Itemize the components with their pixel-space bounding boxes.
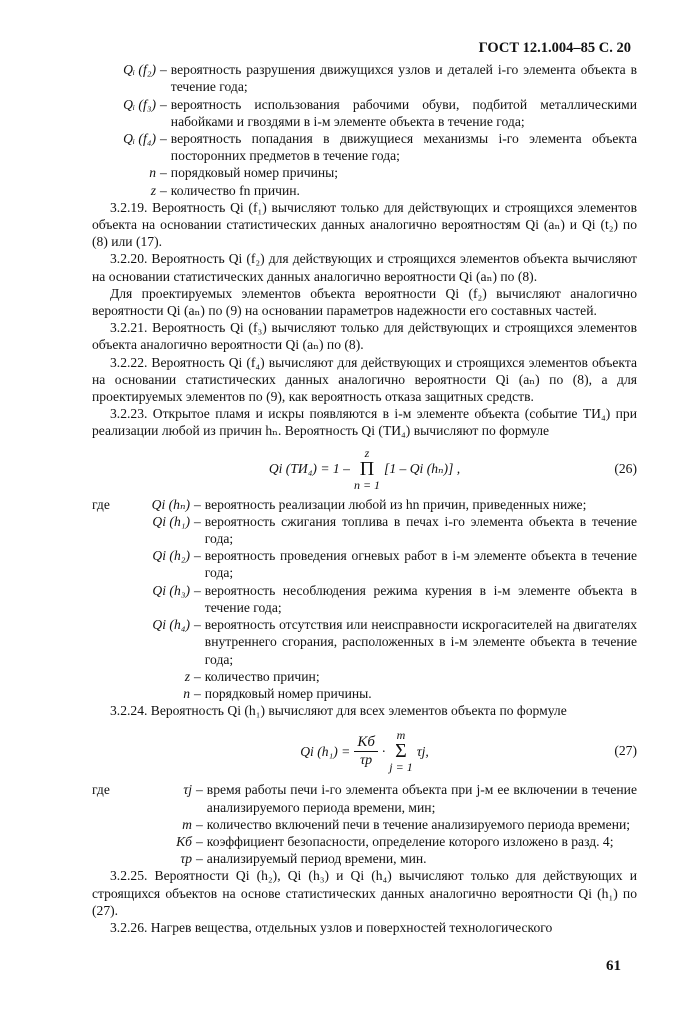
definition-symbol: Qi (h₂) <box>152 548 190 564</box>
definition-symbol: Qᵢ (f₄) <box>123 131 156 147</box>
where-label: где <box>92 782 110 798</box>
definitions-formula-27 <box>92 781 637 867</box>
definition-symbol: τj <box>183 782 192 798</box>
page <box>92 40 637 936</box>
formula-27-rhs: τj, <box>416 743 429 759</box>
paragraph-3-2-25: 3.2.25. Вероятности Qi (h₂), Qi (h₃) и Qi (h₄) вычисляют только для действующих и строящихся объектов на основе статистических данных аналогично вероятности Qi (h₁) по (27). <box>92 868 637 918</box>
definition-item: n – порядковый номер причины. <box>92 685 637 702</box>
paragraph-3-2-26: 3.2.26. Нагрев вещества, отдельных узлов и поверхностей технологического <box>110 919 553 935</box>
sum-operator <box>389 729 412 773</box>
definition-text: количество fn причин. <box>170 182 300 198</box>
product-upper-limit: z <box>364 445 370 460</box>
definition-text: вероятность использования рабочими обуви, подбитой металлическими набойками и гвоздями в i-м элементе объекта в течение года; <box>170 96 637 129</box>
formula-27-lhs: Qi (h₁) = <box>300 743 351 759</box>
definition-item: n – порядковый номер причины; <box>92 164 637 181</box>
definition-item: Qi (h₁) – вероятность сжигания топлива в печах i-го элемента объекта в течение года; <box>92 513 637 547</box>
definition-item: Qi (h₃) – вероятность несоблюдения режима курения в i-м элементе объекта в течение года; <box>92 582 637 616</box>
definition-item: m – количество включений печи в течение анализируемого периода времени; <box>92 816 637 833</box>
paragraph-3-2-21: 3.2.21. Вероятность Qi (f₃) вычисляют только для действующих и строящихся элементов объекта аналогично вероятности Qi (aₙ) по (8). <box>92 320 637 353</box>
definition-item: где Qi (hₙ) – вероятность реализации любой из hn причин, приведенных ниже; <box>92 496 637 513</box>
definition-symbol: Qi (h₁) <box>152 513 190 529</box>
definition-symbol: τр <box>180 851 192 867</box>
product-operator <box>354 447 380 491</box>
definition-item: τр – анализируемый период времени, мин. <box>92 850 637 867</box>
definition-text: вероятность сжигания топлива в печах i-го элемента объекта в течение года; <box>204 513 637 547</box>
paragraph-3-2-22: 3.2.22. Вероятность Qi (f₄) вычисляют для действующих и строящихся элементов объекта на основании статистических данных аналогично вероятности Qi (aₙ) по (8), а для проектируемых элементов по (9), как вероятность отказа защитных средств. <box>92 354 637 405</box>
definition-symbol: Qᵢ (f₃) <box>123 96 156 112</box>
definition-symbol: Кб <box>176 833 192 849</box>
paragraph-projected: Для проектируемых элементов объекта вероятности Qi (f₂) вычисляют аналогично вероятности Qi (aₙ) по (9) на основании параметров надежности его составных частей. <box>92 285 637 319</box>
formula-26-number: (26) <box>614 460 637 476</box>
definition-text: порядковый номер причины. <box>204 685 372 701</box>
fraction-denominator: τр <box>360 752 373 768</box>
definition-text: вероятность разрушения движущихся узлов и деталей i-го элемента объекта в течение года; <box>170 62 637 95</box>
definition-symbol: n <box>183 685 190 701</box>
definition-symbol: Qi (hₙ) <box>151 496 190 512</box>
definition-text: время работы печи i-го элемента объекта при j-м ее включении в течение анализируемого периода времени, мин; <box>206 782 637 815</box>
definition-item: Qi (h₂) – вероятность проведения огневых работ в i-м элементе объекта в течение года; <box>92 547 637 581</box>
definition-text: количество включений печи в течение анализируемого периода времени; <box>206 816 631 832</box>
definition-text: вероятность реализации любой из hn причин, приведенных ниже; <box>204 496 587 512</box>
definition-text: вероятность проведения огневых работ в i-м элементе объекта в течение года; <box>204 548 637 581</box>
definition-symbol: Qi (h₃) <box>152 582 190 598</box>
fraction <box>354 733 378 770</box>
paragraph-3-2-20: 3.2.20. Вероятность Qi (f₂) для действующих и строящихся элементов объекта вычисляют на основании статистических данных аналогично вероятности Qi (aₙ) по (8). <box>92 251 637 284</box>
formula-26-lhs: Qi (ТИ₄) = 1 – <box>268 461 350 477</box>
sum-symbol: Σ <box>395 740 407 763</box>
formula-27-number: (27) <box>614 743 637 759</box>
definition-text: вероятность несоблюдения режима курения в i-м элементе объекта в течение года; <box>204 582 637 615</box>
definition-item: z – количество fn причин. <box>92 182 637 199</box>
definition-text: порядковый номер причины; <box>170 165 339 181</box>
formula-26 <box>92 446 637 492</box>
fraction-numerator: Кб <box>354 733 378 752</box>
definition-symbol: z <box>150 182 156 198</box>
definition-text: коэффициент безопасности, определение которого изложено в разд. 4; <box>206 833 614 849</box>
definition-item: Qᵢ (f₂) – вероятность разрушения движущихся узлов и деталей i-го элемента объекта в течение года; <box>92 61 637 95</box>
multiply-dot: · <box>381 743 386 759</box>
definition-symbol: m <box>182 816 192 832</box>
definition-symbol: z <box>184 668 190 684</box>
paragraph-3-2-24: 3.2.24. Вероятность Qi (h₁) вычисляют для всех элементов объекта по формуле <box>110 703 567 719</box>
page-header: ГОСТ 12.1.004–85 С. 20 <box>478 40 631 56</box>
definition-symbol: Qᵢ (f₂) <box>123 62 156 78</box>
paragraph-3-2-19: 3.2.19. Вероятность Qi (f₁) вычисляют только для действующих и строящихся элементов объекта на основании статистических данных аналогично вероятностям Qi (aₙ) и Qi (t₂) по (8) или (17). <box>92 199 637 250</box>
definition-text: количество причин; <box>204 668 320 684</box>
definition-item: где τj – время работы печи i-го элемента объекта при j-м ее включении в течение анализируемого периода времени, мин; <box>92 782 637 815</box>
definition-item: z – количество причин; <box>92 668 637 685</box>
definition-item: Qᵢ (f₃) – вероятность использования рабочими обуви, подбитой металлическими набойками и гвоздями в i-м элементе объекта в течение года; <box>92 96 637 130</box>
definitions-top <box>92 61 637 199</box>
definition-symbol: n <box>149 165 156 181</box>
definition-item: Qi (h₄) – вероятность отсутствия или неисправности искрогасителей на двигателях внутреннего сгорания, расположенных в i-м элементе объекта в течение года; <box>92 616 637 668</box>
definition-text: вероятность отсутствия или неисправности искрогасителей на двигателях внутреннего сгорания, расположенных в i-м элементе объекта в течение года; <box>204 617 637 667</box>
definitions-formula-26 <box>92 496 637 702</box>
definition-symbol: Qi (h₄) <box>152 617 190 633</box>
formula-27 <box>92 725 637 777</box>
definition-text: анализируемый период времени, мин. <box>206 851 427 867</box>
formula-26-rhs: [1 – Qi (hₙ)] , <box>384 461 461 477</box>
definition-item: Кб – коэффициент безопасности, определение которого изложено в разд. 4; <box>92 833 637 850</box>
sum-upper-limit: m <box>396 728 406 743</box>
product-symbol: Π <box>359 457 375 480</box>
where-label: где <box>92 496 110 512</box>
product-lower-limit: n = 1 <box>353 477 381 492</box>
page-number: 61 <box>606 958 621 974</box>
definition-text: вероятность попадания в движущиеся механизмы i-го элемента объекта посторонних предметов в течение года; <box>170 131 637 164</box>
definition-item: Qᵢ (f₄) – вероятность попадания в движущиеся механизмы i-го элемента объекта посторонних предметов в течение года; <box>92 130 637 164</box>
paragraph-3-2-23: 3.2.23. Открытое пламя и искры появляются в i-м элементе объекта (событие ТИ₄) при реализации любой из причин hₙ. Вероятность Qi (ТИ₄) вычисляют по формуле <box>92 406 637 439</box>
sum-lower-limit: j = 1 <box>389 760 413 775</box>
